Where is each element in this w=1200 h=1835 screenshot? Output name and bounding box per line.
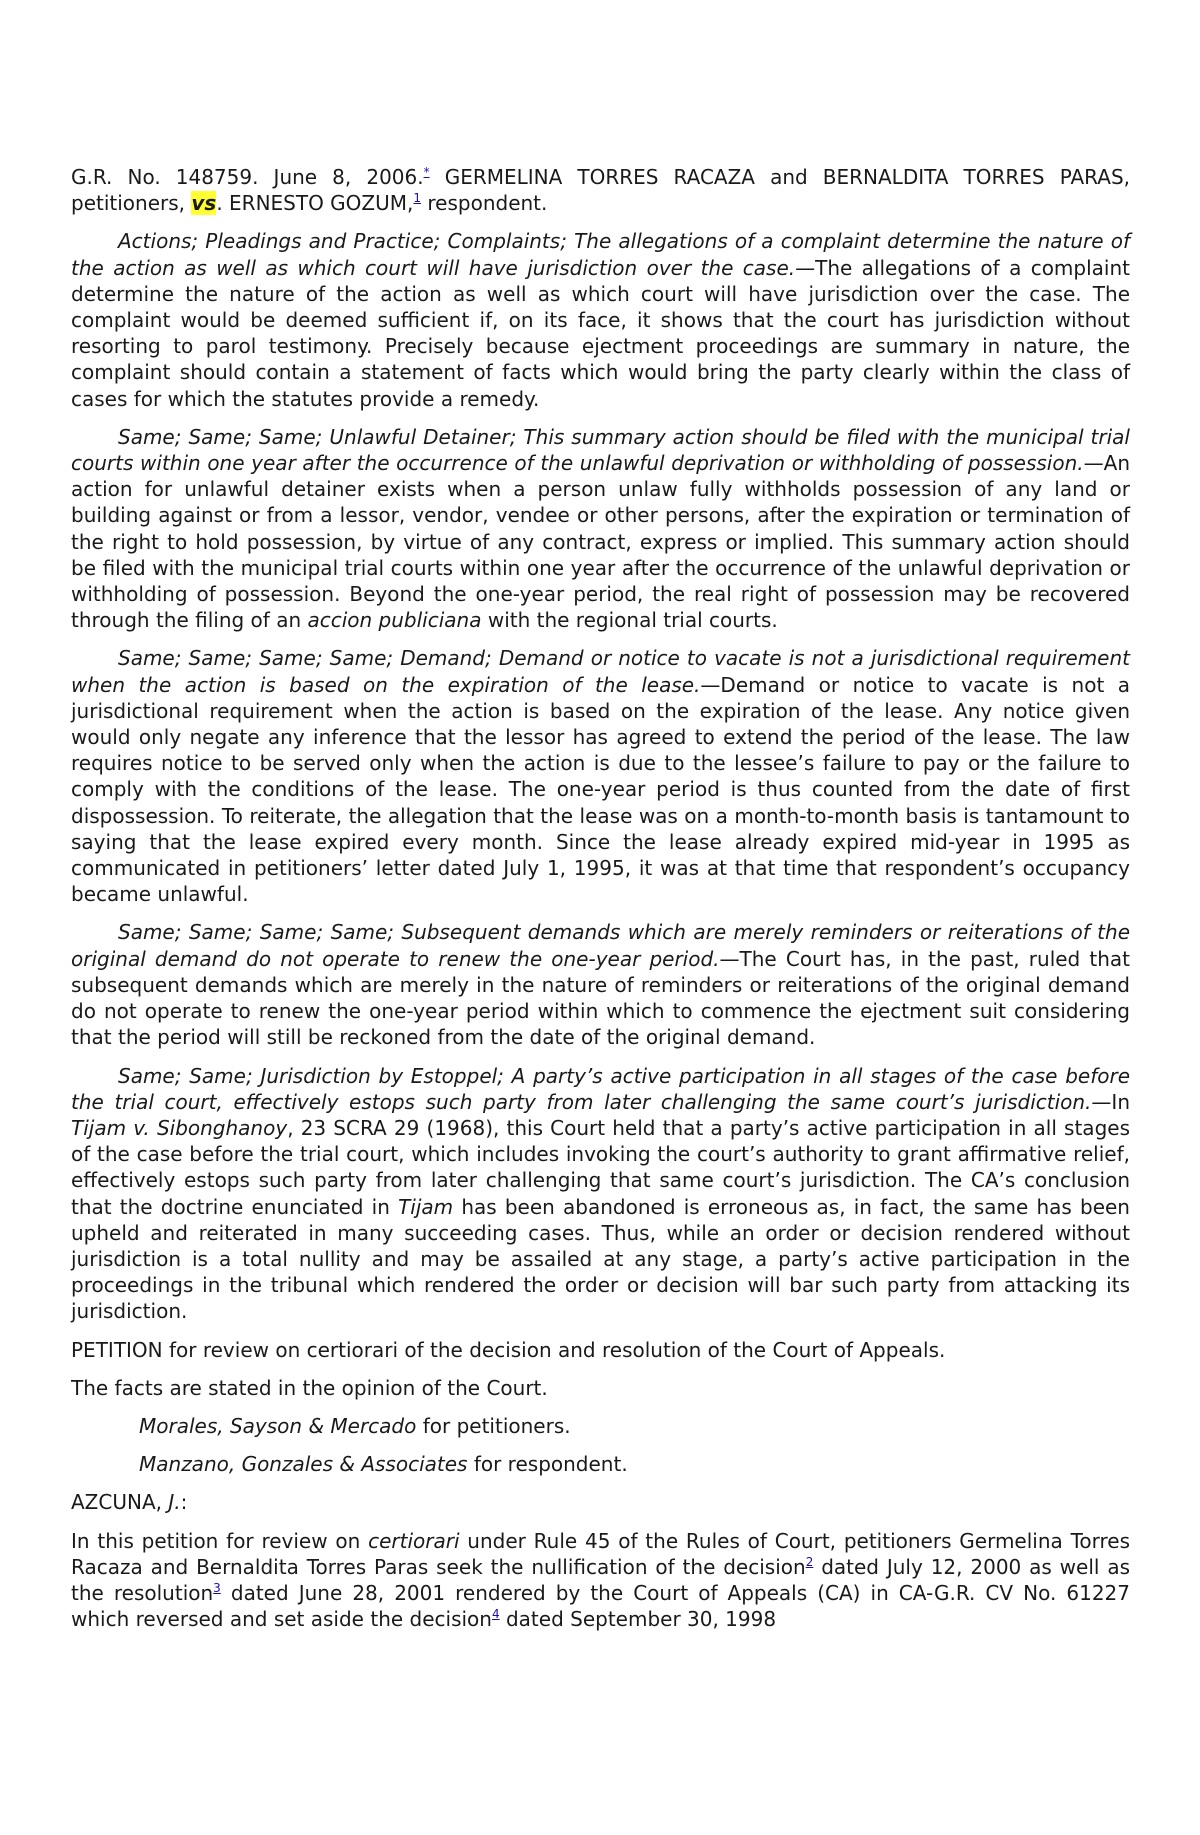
case-citation-short: Tijam bbox=[398, 1194, 454, 1219]
case-caption bbox=[71, 164, 1130, 216]
decision-document bbox=[71, 164, 1130, 1644]
syllabus-headnote: Same; Same; Jurisdiction by Estoppel; A party’s active participation in all stages of the case before the trial court, effectively estops such party from later challenging the same court’s jurisdiction. bbox=[71, 1063, 1130, 1114]
syllabus-paragraph-2 bbox=[71, 424, 1130, 634]
body-text: dated September 30, 1998 bbox=[499, 1607, 777, 1632]
facts-line: The facts are stated in the opinion of the Court. bbox=[71, 1375, 548, 1400]
syllabus-body: —An action for unlawful detainer exists when a person unlaw fully withholds possession of any land or building against or from a lessor, vendor, vendee or other persons, after the expiration or termination of the right to hold possession, by virtue of any contract, express or implied. This summary action should be filed with the municipal trial courts within one year after the occurrence of the unlawful deprivation or withholding of possession. Beyond the one-year period, the real right of possession may be recovered through the filing of an bbox=[71, 451, 1130, 633]
ponente-name: AZCUNA, bbox=[71, 1490, 169, 1515]
respondent-label: respondent. bbox=[421, 191, 548, 216]
footnote-link-4[interactable]: 4 bbox=[491, 1607, 500, 1622]
body-text: In this petition for review on bbox=[71, 1528, 369, 1553]
opening-paragraph bbox=[71, 1528, 1130, 1633]
body-text: dated July 12, 2000 as well as the resolution bbox=[71, 1554, 1131, 1605]
syllabus-paragraph-3 bbox=[71, 645, 1130, 907]
syllabus-paragraph-5 bbox=[71, 1063, 1130, 1325]
syllabus-body: , 23 SCRA 29 (1968), this Court held that a party’s active participation in all stages of the case before the trial court, which includes invoking the court’s authority to grant affirmative relief, effectively estops such party from later challenging that same court’s jurisdiction. The CA’s conclusion that the doctrine enunciated in bbox=[71, 1115, 1130, 1219]
italic-term: certiorari bbox=[368, 1528, 460, 1553]
petitioners-text: GERMELINA TORRES RACAZA and BERNALDITA TORRES PARAS, petitioners, bbox=[71, 165, 1130, 216]
footnote-ref bbox=[492, 1607, 500, 1621]
syllabus-body: —The Court has, in the past, ruled that subsequent demands which are merely in the nature of reminders or reiterations of the original demand do not operate to renew the one-year period within which to commence the ejectment suit considering that the period will still be reckoned from the date of the original demand. bbox=[71, 946, 1131, 1050]
case-citation: Tijam v. Sibonghanoy bbox=[71, 1115, 288, 1140]
footnote-ref bbox=[213, 1581, 221, 1595]
syllabus-body: with the regional trial courts. bbox=[481, 608, 778, 633]
italic-term: accion publiciana bbox=[307, 608, 482, 633]
petition-line: PETITION for review on certiorari of the decision and resolution of the Court of Appeals. bbox=[71, 1337, 946, 1362]
counsel-firm: Manzano, Gonzales & Associates bbox=[139, 1452, 468, 1477]
case-number: G.R. No. 148759. June 8, 2006. bbox=[71, 165, 424, 189]
ponente-title: J. bbox=[168, 1490, 181, 1515]
counsel-firm: Morales, Sayson & Mercado bbox=[139, 1413, 417, 1438]
counsel-role: for respondent. bbox=[467, 1452, 628, 1477]
search-highlight-vs: vs bbox=[191, 191, 217, 216]
counsel-respondent bbox=[71, 1451, 1130, 1477]
ponente-line bbox=[71, 1489, 1130, 1515]
counsel-role: for petitioners. bbox=[416, 1413, 571, 1438]
syllabus-paragraph-4 bbox=[71, 919, 1130, 1050]
footnote-link-2[interactable]: 2 bbox=[805, 1554, 814, 1569]
body-text: dated June 28, 2001 rendered by the Court of Appeals (CA) in CA-G.R. CV No. 61227 which reversed and set aside the decision bbox=[71, 1580, 1130, 1632]
syllabus-headnote: Same; Same; Same; Same; Demand; Demand or notice to vacate is not a jurisdictional requirement when the action is based on the expiration of the lease. bbox=[71, 646, 1130, 697]
syllabus-headnote: Same; Same; Same; Unlawful Detainer; This summary action should be filed with the municipal trial courts within one year after the occurrence of the unlawful deprivation or withholding of possession. bbox=[71, 424, 1130, 476]
syllabus-headnote: Actions; Pleadings and Practice; Complaints; The allegations of a complaint determine the nature of the action as well as which court will have jurisdiction over the case. bbox=[71, 229, 1130, 280]
syllabus-headnote: Same; Same; Same; Same; Subsequent demands which are merely reminders or reiterations of the original demand do not operate to renew the one-year period. bbox=[71, 920, 1130, 971]
syllabus-body: —In bbox=[1091, 1089, 1130, 1114]
counsel-petitioners bbox=[71, 1413, 1130, 1439]
syllabus-body: has been abandoned is erroneous as, in fact, the same has been upheld and reiterated in many succeeding cases. Thus, while an order or decision rendered without jurisdiction is a total nullity and may be assailed at any stage, a party’s active participation in the proceedings in the tribunal which rendered the order or decision will bar such party from attacking its jurisdiction. bbox=[71, 1194, 1130, 1324]
footnote-ref bbox=[413, 191, 421, 205]
syllabus-body: —Demand or notice to vacate is not a jurisdictional requirement when the action is based on the expiration of the lease. Any notice given would only negate any inference that the lessor has agreed to extend the period of the lease. The law requires notice to be served only when the action is due to the lessee’s failure to pay or the failure to comply with the conditions of the lease. The one-year period is thus counted from the date of first dispossession. To reiterate, the allegation that the lease was on a month-to-month basis is tantamount to saying that the lease expired every month. Since the lease already expired mid-year in 1995 as communicated in petitioners’ letter dated July 1, 1995, it was at that time that respondent’s occupancy became unlawful. bbox=[71, 672, 1130, 907]
body-text: under Rule 45 of the Rules of Court, petitioners Germelina Torres Racaza and Bernaldita Torres Paras seek the nullification of the decision bbox=[71, 1528, 1131, 1579]
syllabus-body: —The allegations of a complaint determine the nature of the action as well as which court will have jurisdiction over the case. The complaint would be deemed sufficient if, on its face, it shows that the court has jurisdiction without resorting to parol testimony. Precisely because ejectment proceedings are summary in nature, the complaint should contain a statement of facts which would bring the party clearly within the class of cases for which the statutes provide a remedy. bbox=[71, 255, 1130, 411]
ponente-colon: : bbox=[180, 1490, 188, 1515]
footnote-link-1[interactable]: 1 bbox=[413, 191, 422, 206]
syllabus-paragraph-1 bbox=[71, 228, 1130, 411]
footnote-link-star[interactable]: * bbox=[423, 165, 430, 179]
respondent-name: . ERNESTO GOZUM, bbox=[216, 191, 414, 216]
footnote-link-3[interactable]: 3 bbox=[213, 1580, 221, 1595]
